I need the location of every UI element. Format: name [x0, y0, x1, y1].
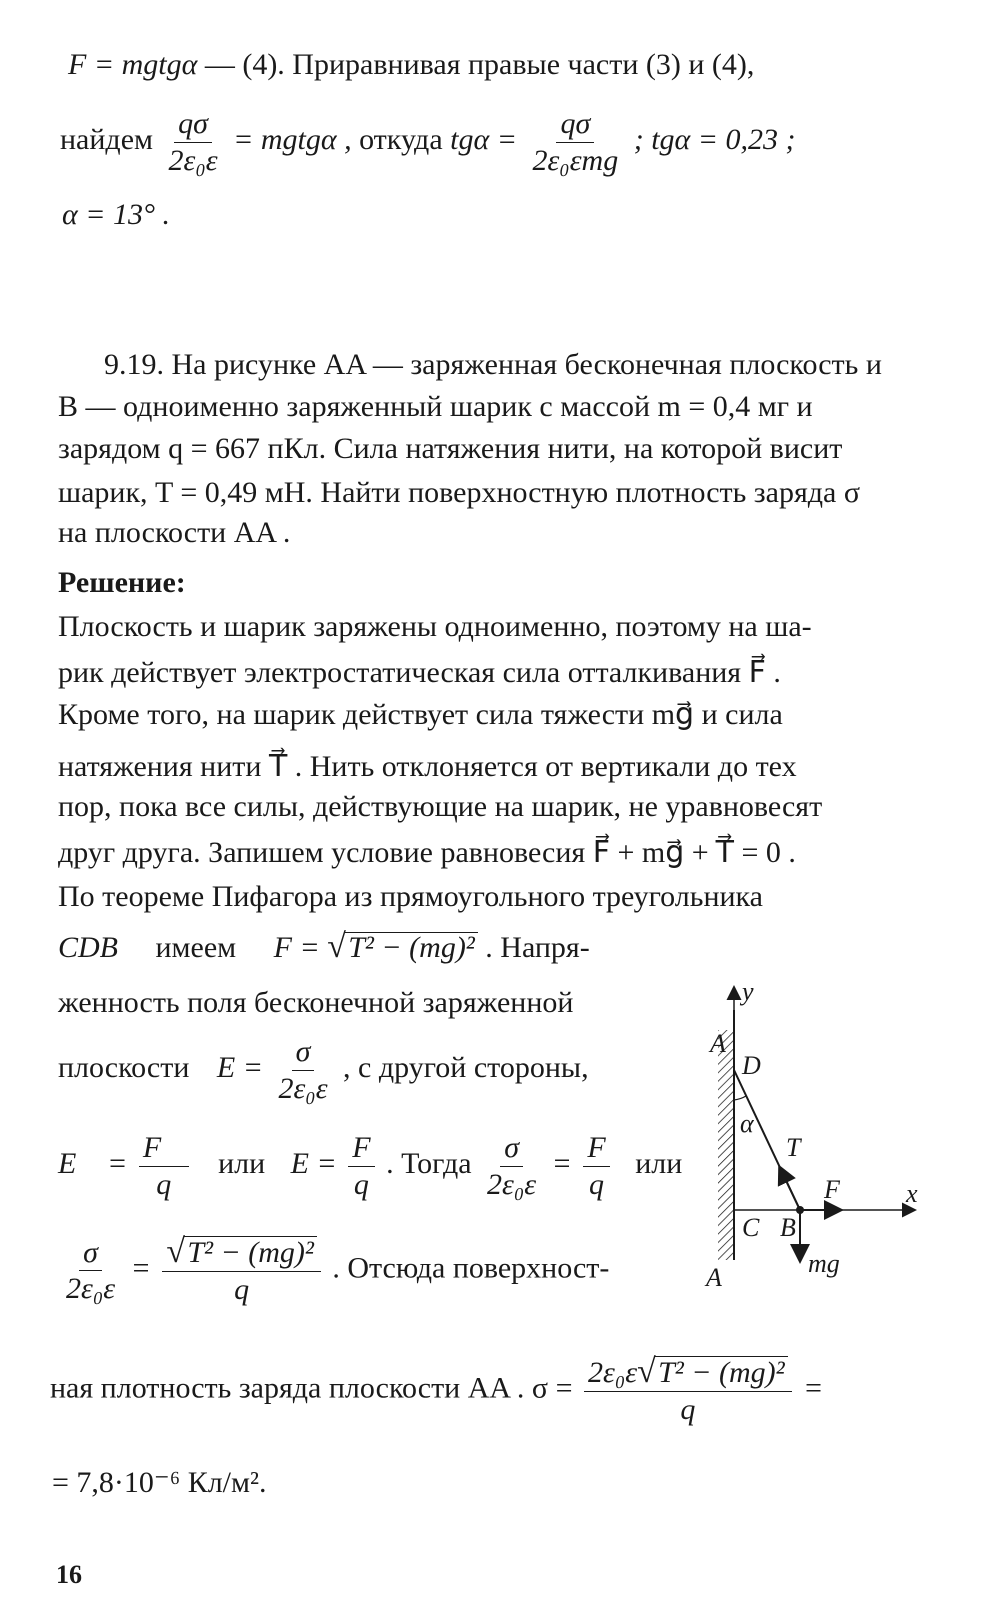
- e-vec: E⃗ =: [58, 1146, 128, 1180]
- word-tension: . Напря-: [485, 931, 590, 964]
- problem-line-5: на плоскости AA .: [58, 516, 291, 549]
- word-plane: плоскости: [58, 1050, 190, 1084]
- rhs-mgtg: = mgtgα ,: [233, 122, 352, 156]
- eq-line-4: [68, 50, 754, 80]
- equals-1: =: [551, 1146, 572, 1180]
- frac-f-q-2: $\frac{F}{q}$: [583, 1132, 609, 1200]
- frac-qsigma: $\frac{q\sigma}{\text{2ε₀ε}}$: [168, 107, 218, 177]
- word-whence: откуда: [359, 122, 443, 156]
- solution-line-5: пор, пока все силы, действующие на шарик, не уравновесят: [58, 790, 823, 823]
- label-b: B: [780, 1213, 796, 1242]
- word-then: . Тогда: [386, 1146, 472, 1180]
- solution-heading: Решение:: [58, 566, 186, 599]
- solution-line-4: натяжения нити T⃗ . Нить отклоняется от вертикали до тех: [58, 750, 797, 783]
- frac-sqrt-q: √ $\frac{\text{T² − (mg)²}}{q}$: [162, 1236, 321, 1305]
- sqrt-1: √ T² − (mg)²: [327, 932, 478, 963]
- solution-line-1: Плоскость и шарик заряжены одноименно, поэтому на ша-: [58, 610, 812, 643]
- alpha-value: α = 13° .: [62, 198, 170, 231]
- page-number: 16: [56, 1560, 82, 1589]
- frac-tg: $\frac{q\sigma}{\text{2ε₀εmg}}$: [532, 107, 619, 177]
- solution-line-11: [58, 1132, 682, 1200]
- tg-value: ; tgα = 0,23 ;: [633, 122, 796, 156]
- solution-line-12: [58, 1236, 609, 1305]
- problem-line-3: зарядом q = 667 пКл. Сила натяжения нити, на которой висит: [58, 432, 843, 465]
- tension-vector: [780, 1168, 800, 1210]
- word-density: ная плотность заряда плоскости AA . σ =: [50, 1371, 573, 1405]
- frac-sigma-2: $\frac{\sigma}{\text{2ε₀ε}}$: [66, 1235, 116, 1305]
- word-find: найдем: [60, 122, 153, 156]
- word-have: имеем: [155, 931, 237, 964]
- label-f: F⃗: [824, 1175, 861, 1204]
- label-mg: mg⃗: [808, 1249, 860, 1278]
- solution-line-2: рик действует электростатическая сила отталкивания F⃗ .: [58, 656, 781, 689]
- label-a-top: A: [710, 1029, 726, 1058]
- frac-f-q: $\frac{F}{q}$: [348, 1132, 374, 1200]
- label-a-bottom: A: [706, 1263, 722, 1292]
- e-scalar: E =: [290, 1146, 337, 1180]
- force-diagram: [700, 980, 930, 1300]
- label-d: D: [742, 1051, 761, 1080]
- label-c: C: [742, 1213, 760, 1242]
- ball-b: [796, 1206, 804, 1214]
- word-or-2: или: [635, 1146, 683, 1180]
- problem-line-4: шарик, T = 0,49 мН. Найти поверхностную плотность заряда σ: [58, 476, 861, 509]
- triangle-cdb: CDB: [58, 931, 118, 964]
- e-eq: E =: [216, 1050, 263, 1084]
- solution-line-10: [58, 1036, 589, 1104]
- solution-line-13: [50, 1356, 823, 1425]
- solution-line-8: [58, 932, 590, 963]
- solution-line-9: женность поля бесконечной заряженной: [58, 986, 574, 1019]
- label-alpha: α: [740, 1109, 754, 1138]
- word-other-side: , с другой стороны,: [343, 1050, 589, 1084]
- f-eq: F =: [273, 931, 320, 964]
- equals-3: =: [803, 1371, 824, 1405]
- eq-4-text: — (4). Приравнивая правые части (3) и (4),: [197, 48, 755, 81]
- label-x: x: [906, 1179, 918, 1208]
- tg-line: [60, 108, 796, 176]
- final-answer: = 7,8·10⁻⁶ Кл/м².: [52, 1466, 267, 1499]
- frac-e: $\frac{\sigma}{\text{2ε₀ε}}$: [278, 1035, 328, 1105]
- word-or-1: или: [218, 1146, 266, 1180]
- frac-fvec-q: $\frac{F⃗}{q}$: [139, 1132, 189, 1200]
- equals-2: =: [130, 1251, 151, 1285]
- label-y: y: [742, 980, 754, 1006]
- solution-line-6: друг друга. Запишем условие равновесия F⃗ + mg⃗ + T⃗ = 0 .: [58, 836, 796, 869]
- eq-4: F = mgtgα: [68, 48, 198, 81]
- tg-alpha: tgα =: [450, 122, 517, 156]
- solution-line-3: Кроме того, на шарик действует сила тяжести mg⃗ и сила: [58, 698, 783, 731]
- frac-sigma-1: $\frac{\sigma}{\text{2ε₀ε}}$: [487, 1131, 537, 1201]
- solution-line-7: По теореме Пифагора из прямоугольного треугольника: [58, 880, 763, 913]
- problem-line-2: B — одноименно заряженный шарик с массой m = 0,4 мг и: [58, 390, 813, 423]
- word-hence: . Отсюда поверхност-: [332, 1251, 610, 1285]
- label-t: T⃗: [786, 1133, 821, 1162]
- plane-hatching: [718, 1030, 734, 1260]
- angle-arc: [734, 1096, 746, 1100]
- frac-final: $\frac{\text{2ε₀ε√ T² − (mg)²}}{q}$: [584, 1356, 792, 1425]
- problem-line-1: 9.19. На рисунке AA — заряженная бесконечная плоскость и: [104, 348, 882, 381]
